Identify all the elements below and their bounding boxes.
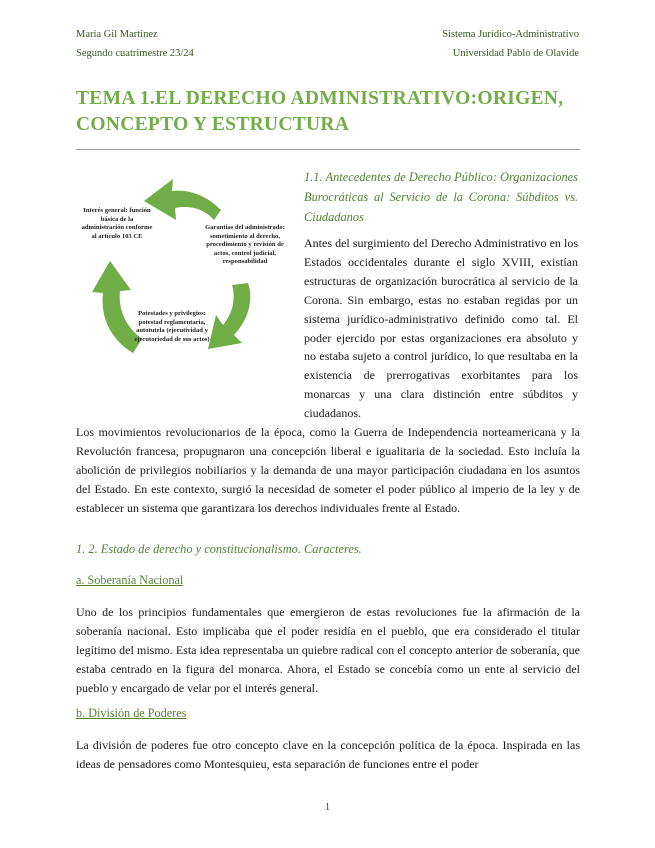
university-name: Universidad Pablo de Olavide [452, 48, 579, 59]
page-header-right [442, 25, 579, 63]
title-divider [76, 149, 580, 150]
author-name: María Gil Martínez [76, 29, 158, 40]
cycle-arrow-top [144, 179, 221, 220]
section-1-1-heading: 1.1. Antecedentes de Derecho Público: Organizaciones Burocráticas al Servicio de la Corona: Súbditos vs. Ciudadanos [304, 170, 578, 224]
diagram-label-potestades: Potestades y privilegios: potestad reglamentaria, autotutela (ejecutividad y ejecutoriedad de sus actos) [134, 310, 210, 343]
term-label: Segundo cuatrimestre 23/24 [76, 48, 194, 59]
subsection-a-paragraph: Uno de los principios fundamentales que emergieron de estas revoluciones fue la afirmación de la soberanía nacional. Esto implicaba que el poder residía en el pueblo, que era considerado el titular legítimo del mismo. Esta idea representaba un quiebre radical con el concepto anterior de soberanía, que estaba centrado en la figura del monarca. Ahora, el Estado se concebía como un ente al servicio del pueblo y encargado de velar por el interés general. [76, 605, 580, 695]
cycle-arrow-right [208, 283, 250, 349]
document-title: TEMA 1.EL DERECHO ADMINISTRATIVO:ORIGEN, CONCEPTO Y ESTRUCTURA [76, 88, 564, 135]
subsection-b-title[interactable]: b. División de Poderes [76, 706, 187, 720]
cycle-diagram [76, 165, 294, 380]
page-number: 1 [324, 802, 331, 813]
subsection-b-paragraph: La división de poderes fue otro concepto clave en la concepción política de la época. Inspirada en las ideas de pensadores como Montesquieu, esta separación de funciones entre el poder [76, 738, 580, 771]
page-header-left [76, 25, 194, 63]
diagram-label-garantias: Garantías del administrado: sometimiento al derecho, procedimiento y revisión de actos, control judicial, responsabilidad [205, 224, 285, 266]
subsection-a-title[interactable]: a. Soberanía Nacional [76, 573, 184, 587]
section-1-1-paragraph: Antes del surgimiento del Derecho Administrativo en los Estados occidentales durante el siglo XVIII, existían estructuras de organización burocrática al servicio de la Corona. Sin embargo, estas no estaban regidas por un sistema jurídico-administrativo definido como tal. El poder ejercido por estas organizaciones era absoluto y no estaba sujeto a control jurídico, lo que resultaba en la existencia de prerrogativas exorbitantes para los monarcas y una clara distinción entre súbditos y ciudadanos. [304, 236, 578, 421]
subject-name: Sistema Jurídico-Administrativo [442, 29, 579, 40]
paragraph-revolutions: Los movimientos revolucionarios de la época, como la Guerra de Independencia norteamericana y la Revolución francesa, propugnaron una concepción liberal e igualitaria de la sociedad. Esto incluía la abolición de privilegios nobiliarios y la demanda de una mayor participación ciudadana en los asuntos del Estado. En este contexto, surgió la necesidad de someter el poder público al imperio de la ley y de establecer un sistema que garantizara los derechos individuales frente al Estado. [76, 425, 580, 515]
diagram-label-interes-general: Interés general: función básica de la administración conforme al artículo 103 CE [81, 207, 153, 240]
cycle-arrows-svg [76, 165, 294, 380]
section-1-2-heading: 1. 2. Estado de derecho y constitucionalismo. Caracteres. [76, 542, 362, 556]
